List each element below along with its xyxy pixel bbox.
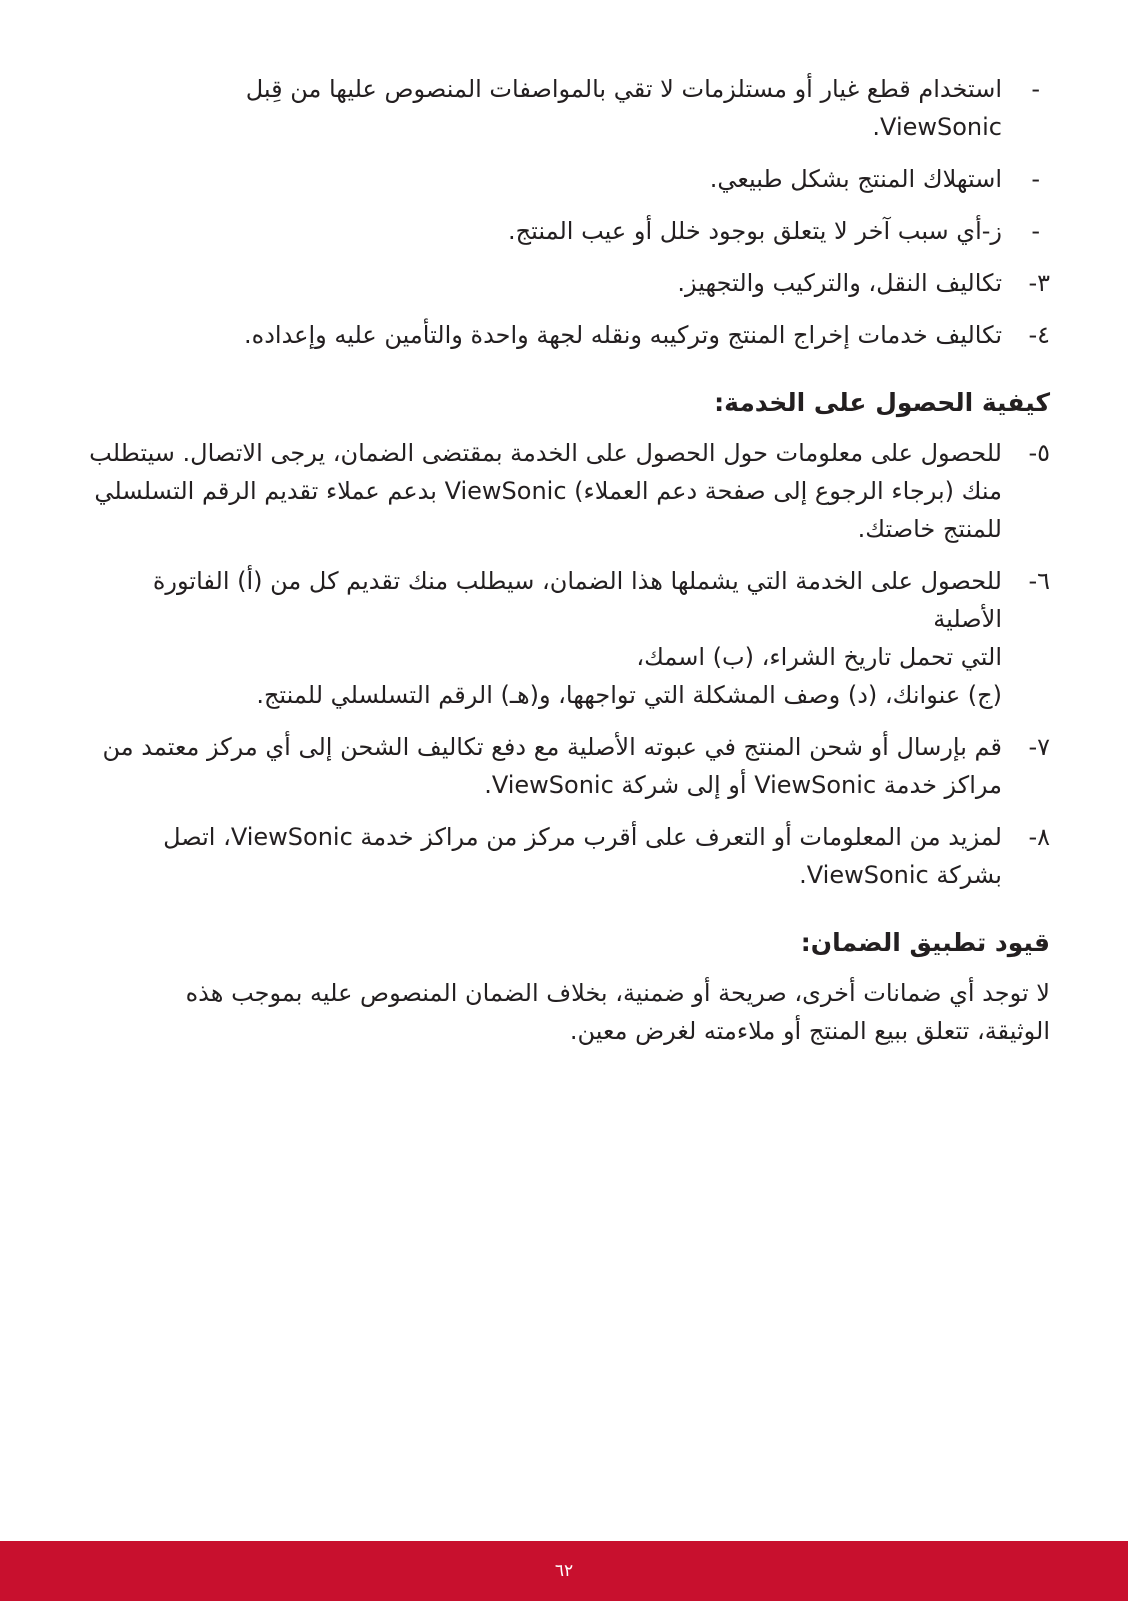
numbered-item-text: تكاليف النقل، والتركيب والتجهيز. bbox=[677, 269, 1002, 297]
numbered-item-text: للحصول على الخدمة التي يشملها هذا الضمان، سيطلب منك تقديم كل من (أ) الفاتورة الأصلية bbox=[152, 567, 1002, 633]
list-item bbox=[80, 70, 1050, 146]
limits-paragraph bbox=[80, 974, 1050, 1050]
section-heading-service: كيفية الحصول على الخدمة: bbox=[714, 388, 1050, 417]
costs-list bbox=[80, 264, 1050, 354]
list-item bbox=[80, 160, 1050, 198]
item-number: ٣- bbox=[1028, 269, 1050, 297]
item-number: ٨- bbox=[1028, 823, 1050, 851]
page-content bbox=[80, 70, 1050, 1050]
numbered-item-text: للحصول على معلومات حول الحصول على الخدمة بمقتضى الضمان، يرجى الاتصال. سيتطلب bbox=[89, 439, 1002, 467]
list-item-text: استخدام قطع غيار أو مستلزمات لا تقي بالمواصفات المنصوص عليها من قِبل bbox=[245, 75, 1002, 103]
list-item-text: ز-أي سبب آخر لا يتعلق بوجود خلل أو عيب المنتج. bbox=[508, 217, 1002, 245]
list-dash-marker: - bbox=[1031, 217, 1040, 245]
list-item bbox=[80, 212, 1050, 250]
numbered-item-text: للمنتج خاصتك. bbox=[857, 515, 1002, 543]
exclusions-list bbox=[80, 70, 1050, 250]
item-number: ٤- bbox=[1028, 321, 1050, 349]
numbered-item bbox=[80, 562, 1050, 714]
item-number: ٥- bbox=[1028, 439, 1050, 467]
numbered-item bbox=[80, 264, 1050, 302]
numbered-item bbox=[80, 434, 1050, 548]
item-number: ٧- bbox=[1028, 733, 1050, 761]
list-dash-marker: - bbox=[1031, 75, 1040, 103]
numbered-item bbox=[80, 818, 1050, 894]
numbered-item-text: مراكز خدمة ViewSonic أو إلى شركة ViewSonic. bbox=[484, 771, 1002, 799]
numbered-item-text: تكاليف خدمات إخراج المنتج وتركيبه ونقله لجهة واحدة والتأمين عليه وإعداده. bbox=[244, 321, 1002, 349]
list-dash-marker: - bbox=[1031, 165, 1040, 193]
list-item-text: ViewSonic. bbox=[872, 113, 1002, 141]
numbered-item-text: التي تحمل تاريخ الشراء، (ب) اسمك، bbox=[636, 643, 1002, 671]
numbered-item bbox=[80, 316, 1050, 354]
service-list bbox=[80, 434, 1050, 894]
numbered-item-text: قم بإرسال أو شحن المنتج في عبوته الأصلية مع دفع تكاليف الشحن إلى أي مركز معتمد من bbox=[102, 733, 1002, 761]
numbered-item-text: (ج) عنوانك، (د) وصف المشكلة التي تواجهها، و(هـ) الرقم التسلسلي للمنتج. bbox=[256, 681, 1002, 709]
numbered-item-text: منك (برجاء الرجوع إلى صفحة دعم العملاء) ViewSonic بدعم عملاء تقديم الرقم التسلسلي bbox=[94, 477, 1002, 505]
item-number: ٦- bbox=[1028, 567, 1050, 595]
numbered-item bbox=[80, 728, 1050, 804]
footer-bar bbox=[0, 1541, 1128, 1601]
paragraph-line: لا توجد أي ضمانات أخرى، صريحة أو ضمنية، بخلاف الضمان المنصوص عليه بموجب هذه bbox=[185, 979, 1050, 1007]
section-heading-limits: قيود تطبيق الضمان: bbox=[800, 928, 1050, 957]
page-number: ٦٢ bbox=[554, 1561, 574, 1581]
paragraph-line: الوثيقة، تتعلق ببيع المنتج أو ملاءمته لغرض معين. bbox=[569, 1017, 1050, 1045]
numbered-item-text: لمزيد من المعلومات أو التعرف على أقرب مركز من مراكز خدمة ViewSonic، اتصل bbox=[163, 823, 1002, 851]
list-item-text: استهلاك المنتج بشكل طبيعي. bbox=[709, 165, 1002, 193]
numbered-item-text: بشركة ViewSonic. bbox=[799, 861, 1002, 889]
